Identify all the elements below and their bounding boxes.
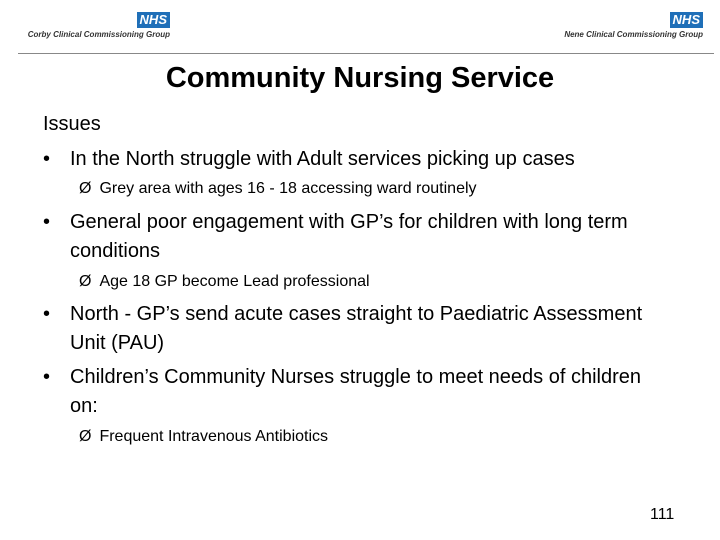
sub-text: Frequent Intravenous Antibiotics xyxy=(99,428,329,445)
bullet-item xyxy=(43,208,663,266)
slide-title: Community Nursing Service xyxy=(165,62,555,94)
nhs-badge: NHS xyxy=(137,12,170,28)
sub-item xyxy=(79,180,477,198)
bullet-icon: • xyxy=(43,303,51,325)
bullet-text: North - GP’s send acute cases straight to Paediatric Assessment Unit (PAU) xyxy=(70,303,643,354)
org-name: Corby Clinical Commissioning Group xyxy=(27,30,170,39)
sub-item xyxy=(79,273,370,291)
bullet-item xyxy=(43,300,663,358)
nhs-badge: NHS xyxy=(670,12,703,28)
bullet-item xyxy=(43,145,663,174)
arrow-bullet-icon: Ø xyxy=(79,428,92,445)
sub-text: Age 18 GP become Lead professional xyxy=(99,273,370,290)
bullet-item xyxy=(43,363,663,421)
header-divider xyxy=(18,53,714,54)
section-heading: Issues xyxy=(43,113,101,135)
nene-ccg-logo xyxy=(564,11,703,39)
sub-text: Grey area with ages 16 - 18 accessing ward routinely xyxy=(99,180,477,197)
bullet-text: General poor engagement with GP’s for children with long term conditions xyxy=(70,211,628,262)
corby-ccg-logo xyxy=(18,11,170,39)
bullet-icon: • xyxy=(43,148,51,170)
bullet-icon: • xyxy=(43,366,51,388)
sub-item xyxy=(79,428,328,446)
bullet-text: In the North struggle with Adult services picking up cases xyxy=(70,148,575,170)
bullet-icon: • xyxy=(43,211,51,233)
page-number: 111 xyxy=(650,506,675,523)
arrow-bullet-icon: Ø xyxy=(79,180,92,197)
org-name: Nene Clinical Commissioning Group xyxy=(564,30,703,39)
bullet-text: Children’s Community Nurses struggle to meet needs of children on: xyxy=(70,366,642,417)
arrow-bullet-icon: Ø xyxy=(79,273,92,290)
